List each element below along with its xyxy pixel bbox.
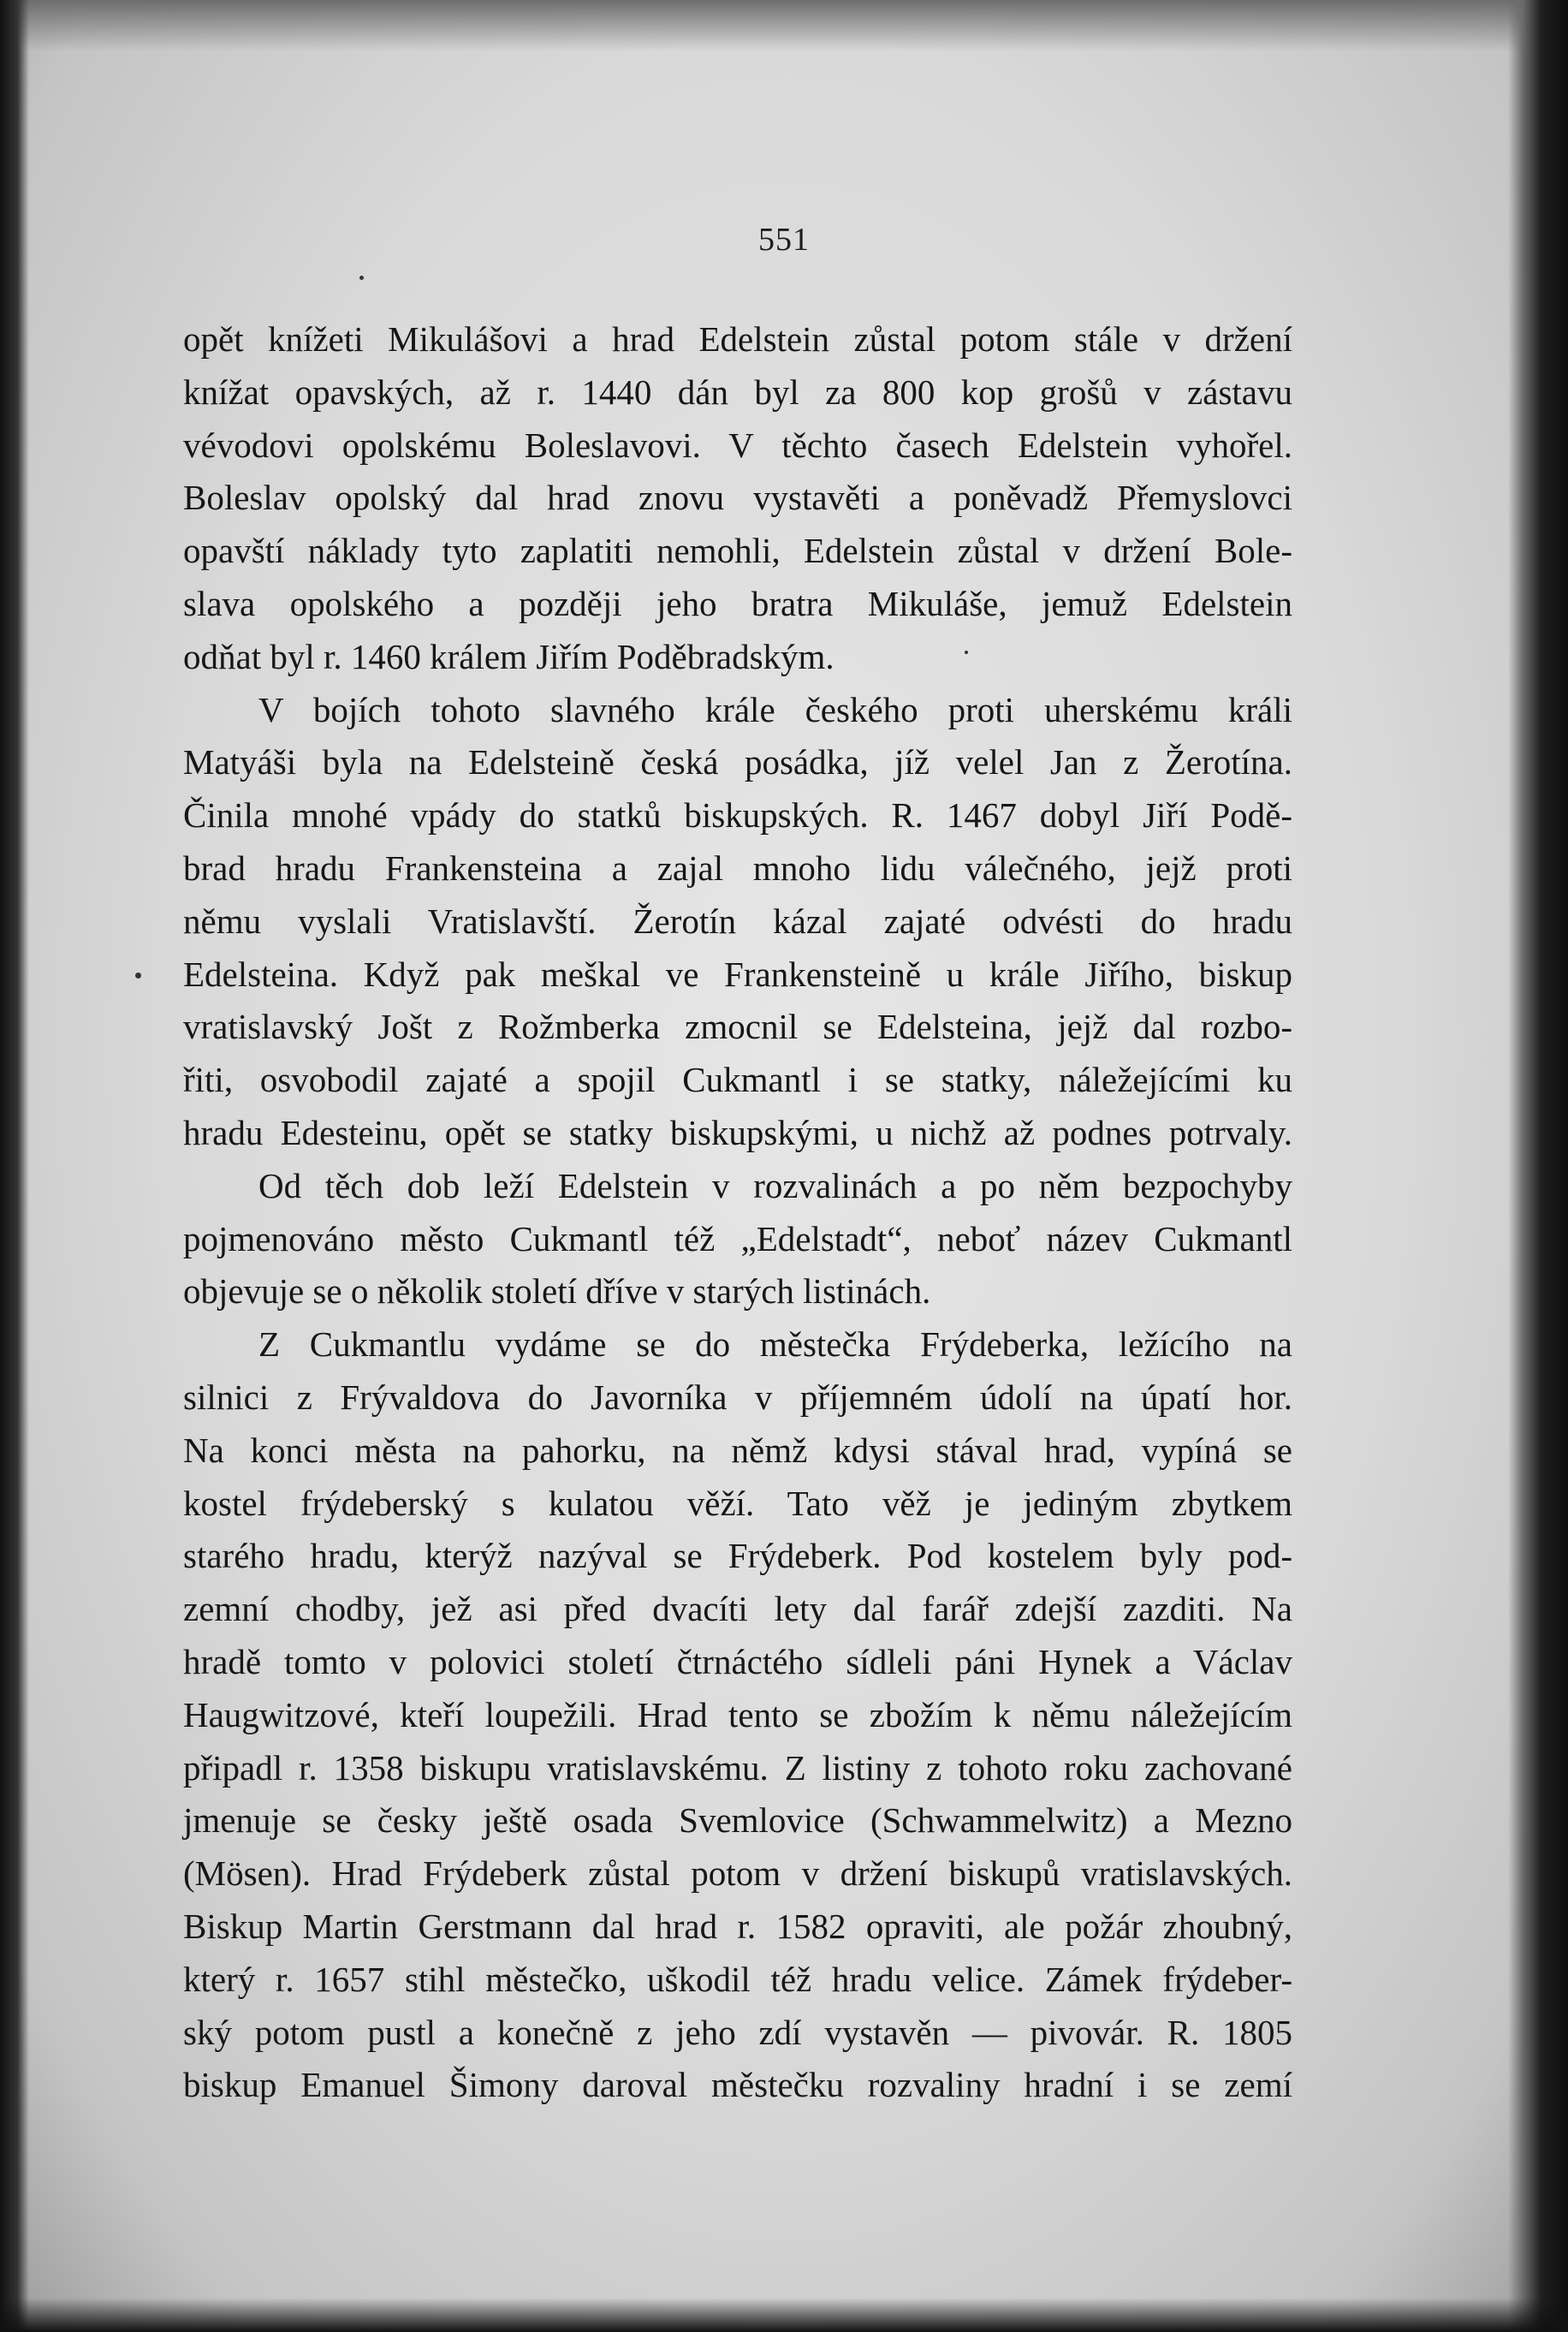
text-line: Boleslav opolský dal hrad znovu vystavěti a poněvadž Přemyslovci <box>183 478 1292 518</box>
text-line: němu vyslali Vratislavští. Žerotín kázal zajaté odvésti do hradu <box>183 901 1292 941</box>
text-line: kostel frýdeberský s kulatou věží. Tato věž je jediným zbytkem <box>183 1483 1292 1523</box>
text-line: vratislavský Jošt z Rožmberka zmocnil se Edelsteina, jejž dal rozbo- <box>183 1007 1292 1047</box>
scan-shadow-bottom <box>0 2298 1568 2332</box>
scan-shadow-left <box>0 0 29 2332</box>
text-line: hradě tomto v polovici století čtrnáctého sídleli páni Hynek a Václav <box>183 1641 1292 1681</box>
paragraph-start-line: Z Cukmantlu vydáme se do městečka Frýdeberka, ležícího na <box>258 1324 1292 1365</box>
text-line: objevuje se o několik století dříve v starých listinách. <box>183 1271 931 1312</box>
text-line: hradu Edesteinu, opět se statky biskupskými, u nichž až podnes potrvaly. <box>183 1112 1292 1152</box>
text-line: jmenuje se česky ještě osada Svemlovice (Schwammelwitz) a Mezno <box>183 1800 1292 1841</box>
paragraph-start-line: Od těch dob leží Edelstein v rozvalinách a po něm bezpochyby <box>258 1165 1292 1205</box>
text-line: (Mösen). Hrad Frýdeberk zůstal potom v držení biskupů vratislavských. <box>183 1853 1292 1894</box>
scan-speck <box>359 276 364 280</box>
text-line: pojmenováno město Cukmantl též „Edelstadt“, neboť název Cukmantl <box>183 1218 1292 1258</box>
scan-speck <box>135 973 141 979</box>
text-line: který r. 1657 stihl městečko, uškodil též hradu velice. Zámek frýdeber- <box>183 1959 1292 1999</box>
text-line: slava opolského a později jeho bratra Mikuláše, jemuž Edelstein <box>183 583 1292 623</box>
text-line: opět knížeti Mikulášovi a hrad Edelstein zůstal potom stále v držení <box>183 319 1292 359</box>
text-line: opavští náklady tyto zaplatiti nemohli, Edelstein zůstal v držení Bole- <box>183 531 1292 571</box>
text-line: řiti, osvobodil zajaté a spojil Cukmantl i se statky, náležejícími ku <box>183 1060 1292 1100</box>
text-line: brad hradu Frankensteina a zajal mnoho lidu válečného, jejž proti <box>183 848 1292 888</box>
text-line: Matyáši byla na Edelsteině česká posádka, jíž velel Jan z Žerotína. <box>183 742 1292 782</box>
text-line: Biskup Martin Gerstmann dal hrad r. 1582 opraviti, ale požár zhoubný, <box>183 1906 1292 1946</box>
body-text <box>183 313 1292 2112</box>
paragraph-start-line: V bojích tohoto slavného krále českého proti uherskému králi <box>258 689 1292 729</box>
text-line: odňat byl r. 1460 králem Jiřím Poděbradským. <box>183 636 834 676</box>
text-line: Na konci města na pahorku, na němž kdysi stával hrad, vypíná se <box>183 1430 1292 1470</box>
text-line: starého hradu, kterýž nazýval se Frýdeberk. Pod kostelem byly pod- <box>183 1536 1292 1576</box>
text-line: vévodovi opolskému Boleslavovi. V těchto časech Edelstein vyhořel. <box>183 425 1292 465</box>
text-line: zemní chodby, jež asi před dvacíti lety dal farář zdejší zazditi. Na <box>183 1589 1292 1629</box>
text-line: ský potom pustl a konečně z jeho zdí vystavěn — pivovár. R. 1805 <box>183 2012 1292 2052</box>
text-line: Činila mnohé vpády do statků biskupských. R. 1467 dobyl Jiří Podě- <box>183 795 1292 836</box>
scan-shadow-top <box>0 0 1568 51</box>
page-number: 551 <box>758 222 810 258</box>
scan-shadow-right <box>1508 0 1568 2332</box>
text-line: knížat opavských, až r. 1440 dán byl za 800 kop grošů v zástavu <box>183 372 1292 412</box>
text-line: Haugwitzové, kteří loupežili. Hrad tento se zbožím k němu náležejícím <box>183 1694 1292 1734</box>
text-line: připadl r. 1358 biskupu vratislavskému. Z listiny z tohoto roku zachované <box>183 1747 1292 1788</box>
text-line: Edelsteina. Když pak meškal ve Frankensteině u krále Jiřího, biskup <box>183 954 1292 994</box>
text-line: silnici z Frývaldova do Javorníka v příjemném údolí na úpatí hor. <box>183 1377 1292 1417</box>
text-line: biskup Emanuel Šimony daroval městečku rozvaliny hradní i se zemí <box>183 2065 1292 2105</box>
